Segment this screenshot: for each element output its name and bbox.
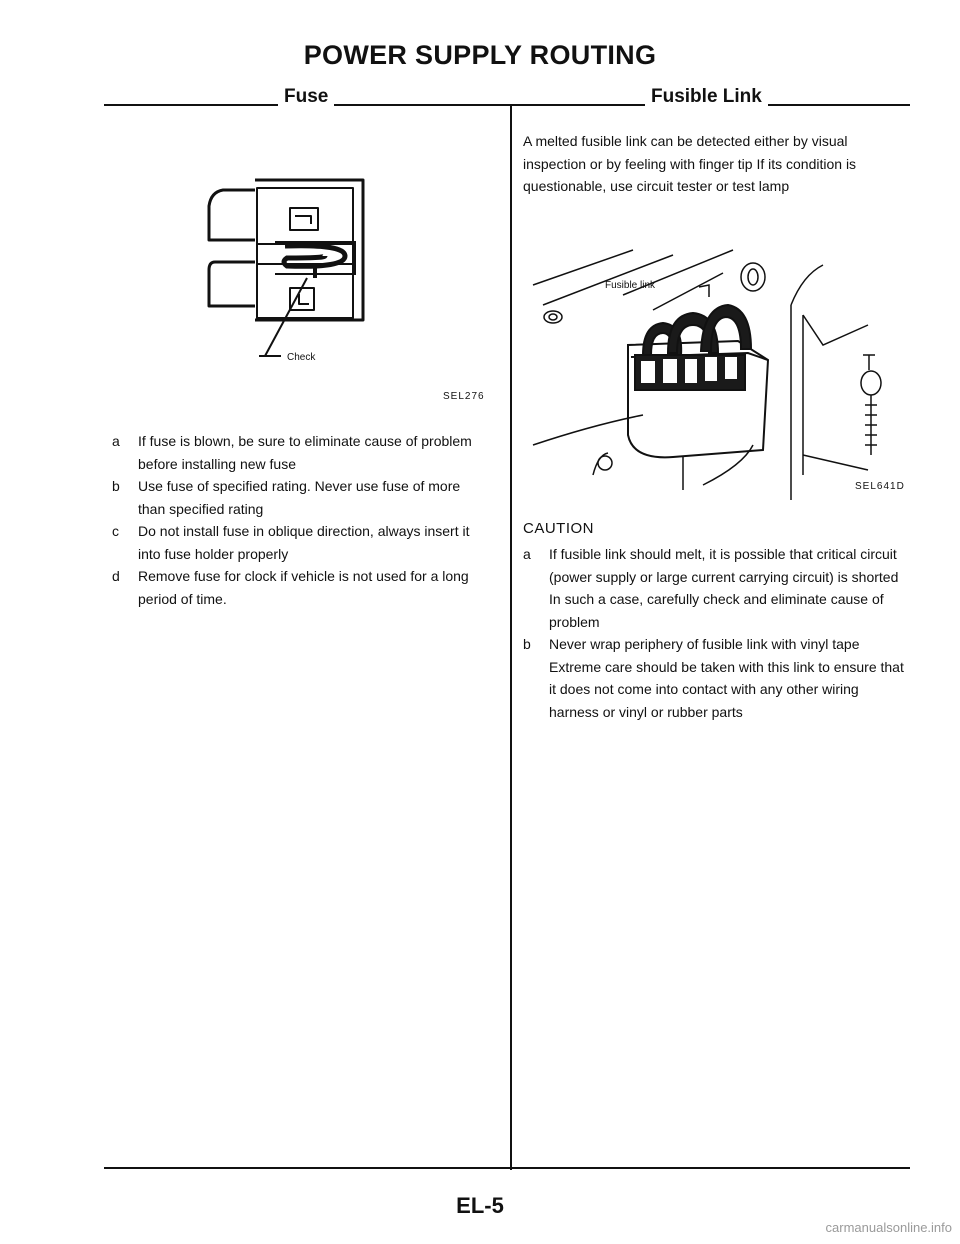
fusible-link-diagram <box>523 245 910 500</box>
list-item: b Use fuse of specified rating. Never use fuse of more than specified rating <box>112 478 461 517</box>
list-item: a If fusible link should melt, it is possible that critical circuit (power supply or large current carrying circuit) is shorted In such a case, carefully check and eliminate cause of problem <box>523 546 899 630</box>
header-rule <box>104 104 910 106</box>
caution-heading: CAUTION <box>523 520 594 537</box>
fusible-link-figure-code: SEL641D <box>855 481 905 492</box>
page-number: EL-5 <box>456 1193 504 1218</box>
list-item: d Remove fuse for clock if vehicle is not used for a long period of time. <box>112 568 469 607</box>
fuse-instructions <box>112 430 490 610</box>
list-item: b Never wrap periphery of fusible link with vinyl tape Extreme care should be taken with this link to ensure that it does not come into contact with any other wiring harness or vinyl or rubber parts <box>523 636 904 720</box>
watermark: carmanualsonline.info <box>825 1220 952 1235</box>
list-item: a If fuse is blown, be sure to eliminate cause of problem before installing new fuse <box>112 433 472 472</box>
fuse-figure-code: SEL276 <box>443 391 485 402</box>
list-item: c Do not install fuse in oblique direction, always insert it into fuse holder properly <box>112 523 470 562</box>
fuse-diagram <box>195 170 395 380</box>
fusible-link-intro: A melted fusible link can be detected either by visual inspection or by feeling with finger tip If its condition is questionable, use circuit tester or test lamp <box>523 133 857 194</box>
column-divider <box>510 104 512 1170</box>
fusible-link-heading: Fusible Link <box>645 86 768 108</box>
fuse-check-callout: Check <box>287 352 316 363</box>
fuse-heading: Fuse <box>278 86 334 108</box>
bottom-rule <box>104 1167 910 1169</box>
caution-list <box>523 543 910 723</box>
fusible-link-callout: Fusible link <box>605 280 656 291</box>
page-title: POWER SUPPLY ROUTING <box>303 40 657 70</box>
